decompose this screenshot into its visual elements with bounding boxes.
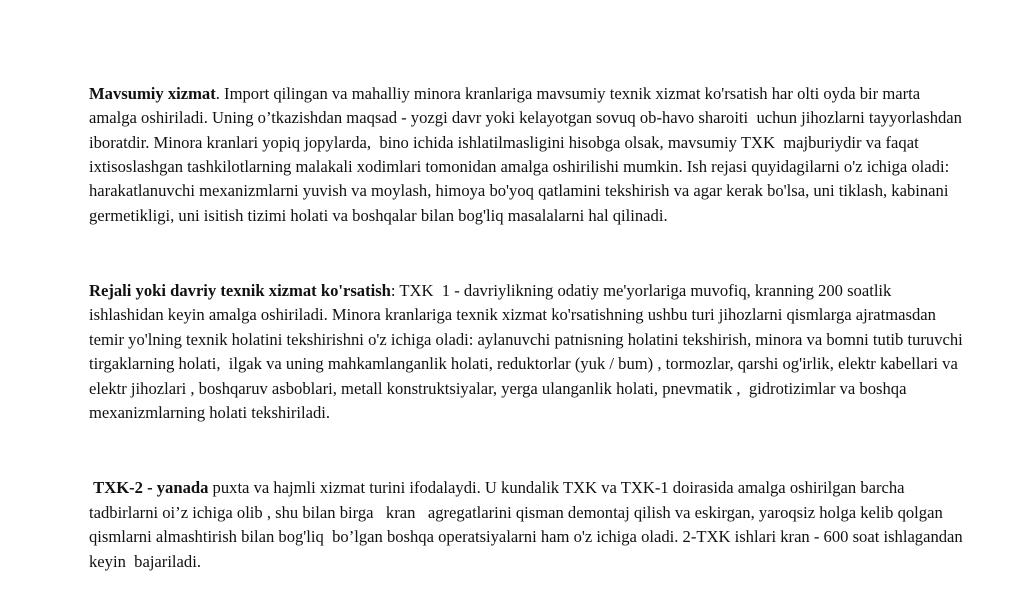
paragraph-text: . Import qilingan va mahalliy minora kranlariga mavsumiy texnik xizmat ko'rsatish har olti oyda bir marta amalga oshiriladi. Uning o’tkazishdan maqsad - yozgi davr yoki kelayotgan sovuq ob-havo sharoiti uchun jihozlarni tayyorlashdan iboratdir. Minora kranlari yopiq jopylarda, bino ichida ishlatilmasligini hisobga olsak, mavsumiy TXK majburiydir va faqat ixtisoslashgan tashkilotlarning malakali xodimlari tomonidan amalga oshirilishi mumkin. Ish rejasi quyidagilarni o'z ichiga oladi: harakatlanuvchi mexanizmlarni yuvish va moylash, himoya bo'yoq qatlamini tekshirish va agar kerak bo'lsa, uni tiklash, kabinani germetikligi, uni isitish tizimi holati va boshqalar bilan bog'liq masalalarni hal qilinadi. — [89, 83, 967, 225]
paragraph-heading: TXK-2 - yanada — [89, 478, 209, 498]
paragraph-heading: Mavsumiy xizmat — [89, 83, 216, 103]
document-body — [89, 33, 969, 598]
paragraph-periodic-service — [89, 279, 969, 425]
paragraph-text: puxta va hajmli xizmat turini ifodalaydi. U kundalik TXK va TXK-1 doirasida amalga oshirilgan barcha tadbirlarni oi’z ichiga olib , shu bilan birga kran agregatlarini qisman demontaj qilish va eskirgan, yaroqsiz holga kelib qolgan qismlarni almashtirish bilan bog'liq bo’lgan boshqa operatsiyalarni ham o'z ichiga oladi. 2-TXK ishlari kran - 600 soat ishlagandan keyin bajariladi. — [89, 478, 967, 571]
paragraph-seasonal-service — [89, 82, 969, 228]
paragraph-text: : TXK 1 - davriylikning odatiy me'yorlariga muvofiq, kranning 200 soatlik ishlashidan keyin amalga oshiriladi. Minora kranlariga texnik xizmat ko'rsatishning ushbu turi jihozlarni qismlarga ajratmasdan temir yo'lning texnik holatini tekshirishni o'z ichiga oladi: aylanuvchi patnisning holatini tekshirish, minora va bomni tutib turuvchi tirgaklarning holati, ilgak va uning mahkamlanganlik holati, reduktorlar (yuk / bum) , tormozlar, qarshi og'irlik, elektr kabellari va elektr jihozlari , boshqaruv asboblari, metall konstruktsiyalar, yerga ulanganlik holati, pnevmatik , gidrotizimlar va boshqa mexanizmlarning holati tekshiriladi. — [89, 281, 967, 423]
paragraph-heading: Rejali yoki davriy texnik xizmat ko'rsatish — [89, 281, 391, 301]
paragraph-txk2-service — [89, 476, 969, 574]
